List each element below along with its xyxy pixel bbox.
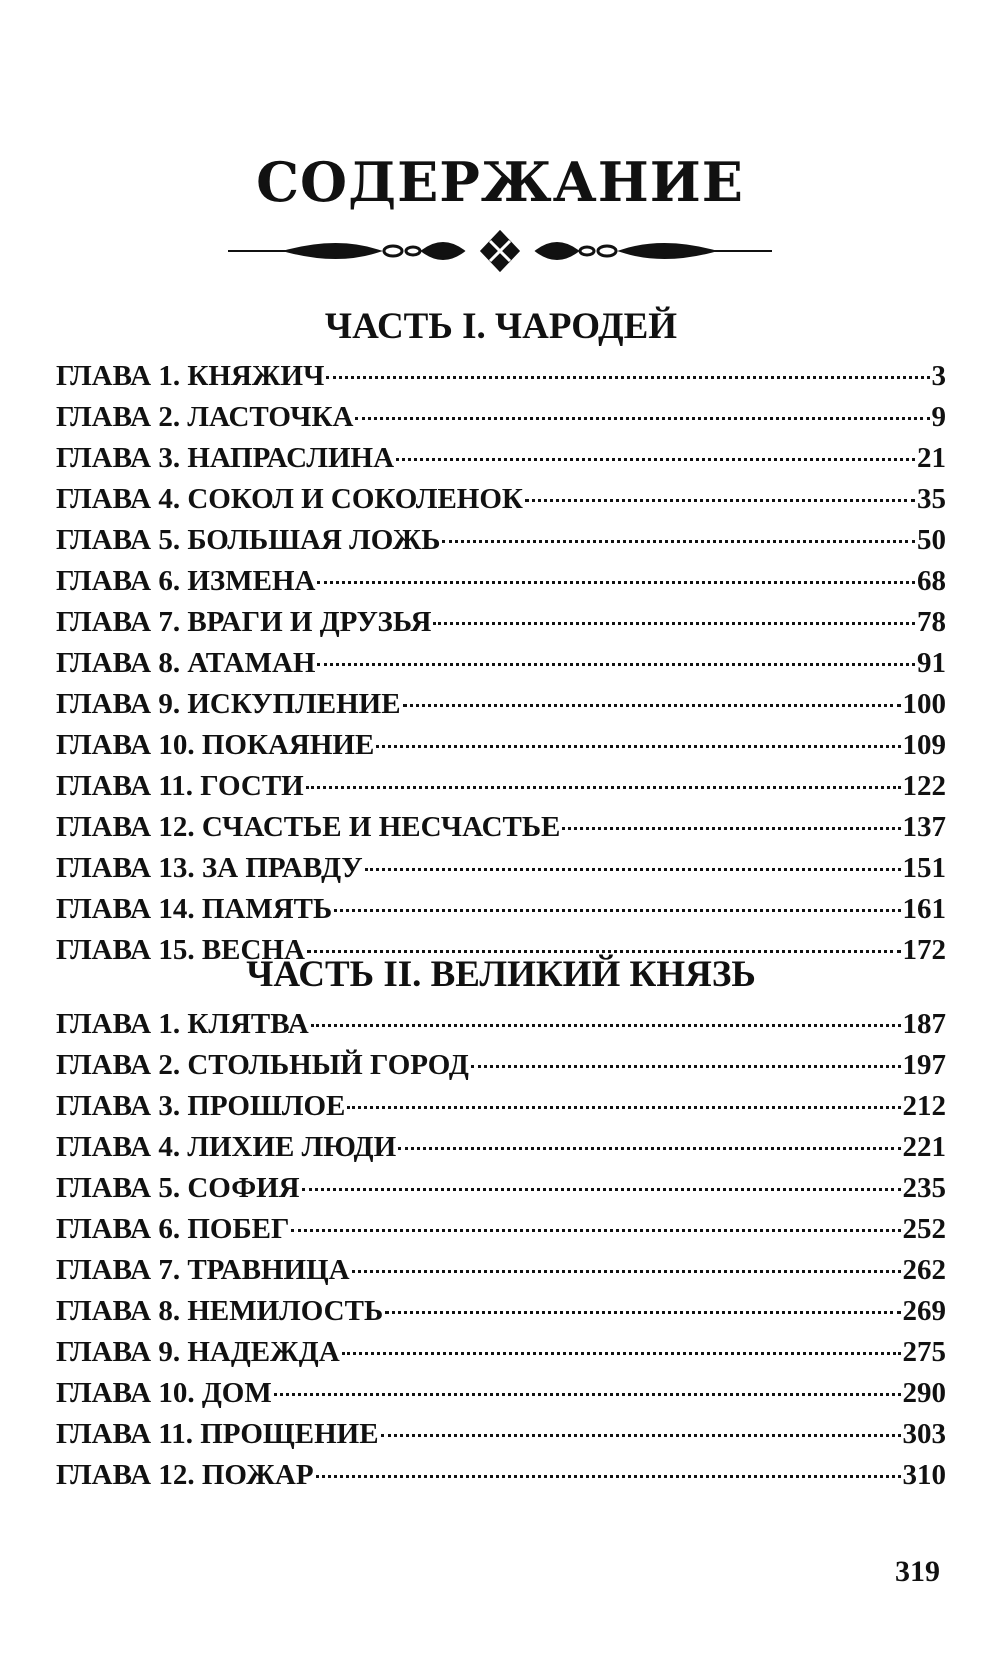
- dot-leader: [365, 868, 901, 871]
- dot-leader: [442, 540, 915, 543]
- chapter-page-number: 290: [902, 1377, 946, 1409]
- dot-leader: [334, 909, 900, 912]
- chapter-title: ГЛАВА 7. ВРАГИ И ДРУЗЬЯ: [56, 606, 432, 638]
- dot-leader: [342, 1352, 901, 1355]
- decorative-divider-icon: [228, 228, 772, 274]
- dot-leader: [316, 1475, 901, 1478]
- chapter-title: ГЛАВА 15. ВЕСНА: [56, 934, 305, 966]
- toc-part-2: [56, 948, 946, 1500]
- chapter-page-number: 50: [917, 524, 946, 556]
- toc-entry: [56, 1254, 946, 1295]
- dot-leader: [302, 1188, 901, 1191]
- chapter-title: ГЛАВА 9. ИСКУПЛЕНИЕ: [56, 688, 401, 720]
- chapter-title: ГЛАВА 6. ПОБЕГ: [56, 1213, 290, 1245]
- chapter-title: ГЛАВА 9. НАДЕЖДА: [56, 1336, 340, 1368]
- chapter-title: ГЛАВА 1. КНЯЖИЧ: [56, 360, 325, 392]
- chapter-page-number: 151: [902, 852, 946, 884]
- toc-part-1: [56, 300, 946, 975]
- page-title: СОДЕРЖАНИЕ: [256, 150, 744, 214]
- toc-entry: [56, 1336, 946, 1377]
- chapter-title: ГЛАВА 11. ГОСТИ: [56, 770, 304, 802]
- chapter-page-number: 235: [902, 1172, 946, 1204]
- toc-entry: [56, 524, 946, 565]
- part-title: ЧАСТЬ I. ЧАРОДЕЙ: [324, 306, 678, 347]
- toc-entry: [56, 1008, 946, 1049]
- dot-leader: [317, 663, 915, 666]
- chapter-page-number: 172: [902, 934, 946, 966]
- chapter-title: ГЛАВА 11. ПРОЩЕНИЕ: [56, 1418, 379, 1450]
- dot-leader: [326, 376, 929, 379]
- chapter-title: ГЛАВА 12. СЧАСТЬЕ И НЕСЧАСТЬЕ: [56, 811, 561, 843]
- chapter-page-number: 275: [902, 1336, 946, 1368]
- chapter-title: ГЛАВА 10. ДОМ: [56, 1377, 272, 1409]
- chapter-title: ГЛАВА 8. НЕМИЛОСТЬ: [56, 1295, 384, 1327]
- chapter-page-number: 9: [931, 401, 946, 433]
- chapter-page-number: 78: [917, 606, 946, 638]
- chapter-title: ГЛАВА 4. СОКОЛ И СОКОЛЕНОК: [56, 483, 523, 515]
- toc-entry: [56, 442, 946, 483]
- chapter-page-number: 91: [917, 647, 946, 679]
- chapter-page-number: 137: [902, 811, 946, 843]
- chapter-title: ГЛАВА 3. ПРОШЛОЕ: [56, 1090, 346, 1122]
- toc-entry: [56, 1049, 946, 1090]
- chapter-list: [56, 360, 946, 975]
- chapter-title: ГЛАВА 13. ЗА ПРАВДУ: [56, 852, 363, 884]
- chapter-title: ГЛАВА 2. ЛАСТОЧКА: [56, 401, 354, 433]
- dot-leader: [347, 1106, 900, 1109]
- toc-entry: [56, 1213, 946, 1254]
- dot-leader: [317, 581, 915, 584]
- chapter-page-number: 21: [917, 442, 946, 474]
- chapter-page-number: 269: [902, 1295, 946, 1327]
- chapter-title: ГЛАВА 14. ПАМЯТЬ: [56, 893, 333, 925]
- chapter-title: ГЛАВА 5. БОЛЬШАЯ ЛОЖЬ: [56, 524, 441, 556]
- toc-entry: [56, 1377, 946, 1418]
- chapter-page-number: 100: [902, 688, 946, 720]
- dot-leader: [291, 1229, 900, 1232]
- dot-leader: [376, 745, 900, 748]
- dot-leader: [433, 622, 915, 625]
- chapter-page-number: 122: [902, 770, 946, 802]
- dot-leader: [398, 1147, 900, 1150]
- chapter-page-number: 187: [902, 1008, 946, 1040]
- dot-leader: [525, 499, 915, 502]
- dot-leader: [396, 458, 915, 461]
- toc-entry: [56, 1090, 946, 1131]
- chapter-page-number: 109: [902, 729, 946, 761]
- toc-entry: [56, 1459, 946, 1500]
- toc-entry: [56, 811, 946, 852]
- toc-entry: [56, 1295, 946, 1336]
- dot-leader: [403, 704, 901, 707]
- dot-leader: [385, 1311, 900, 1314]
- dot-leader: [355, 417, 929, 420]
- part-title: ЧАСТЬ II. ВЕЛИКИЙ КНЯЗЬ: [246, 954, 756, 995]
- chapter-page-number: 197: [902, 1049, 946, 1081]
- toc-entry: [56, 729, 946, 770]
- chapter-page-number: 3: [931, 360, 946, 392]
- dot-leader: [352, 1270, 901, 1273]
- chapter-page-number: 303: [902, 1418, 946, 1450]
- toc-entry: [56, 893, 946, 934]
- chapter-title: ГЛАВА 3. НАПРАСЛИНА: [56, 442, 395, 474]
- toc-entry: [56, 770, 946, 811]
- toc-entry: [56, 1131, 946, 1172]
- page-number: 319: [895, 1555, 940, 1588]
- toc-entry: [56, 852, 946, 893]
- chapter-page-number: 161: [902, 893, 946, 925]
- toc-entry: [56, 647, 946, 688]
- chapter-page-number: 35: [917, 483, 946, 515]
- toc-entry: [56, 401, 946, 442]
- toc-entry: [56, 688, 946, 729]
- chapter-list: [56, 1008, 946, 1500]
- toc-entry: [56, 606, 946, 647]
- chapter-title: ГЛАВА 2. СТОЛЬНЫЙ ГОРОД: [56, 1049, 469, 1081]
- toc-entry: [56, 1418, 946, 1459]
- toc-entry: [56, 483, 946, 524]
- toc-entry: [56, 360, 946, 401]
- dot-leader: [306, 786, 901, 789]
- chapter-page-number: 262: [902, 1254, 946, 1286]
- toc-entry: [56, 565, 946, 606]
- toc-entry: [56, 1172, 946, 1213]
- chapter-title: ГЛАВА 10. ПОКАЯНИЕ: [56, 729, 375, 761]
- chapter-page-number: 252: [902, 1213, 946, 1245]
- dot-leader: [274, 1393, 901, 1396]
- chapter-title: ГЛАВА 4. ЛИХИЕ ЛЮДИ: [56, 1131, 397, 1163]
- dot-leader: [381, 1434, 901, 1437]
- chapter-title: ГЛАВА 12. ПОЖАР: [56, 1459, 314, 1491]
- chapter-title: ГЛАВА 6. ИЗМЕНА: [56, 565, 316, 597]
- chapter-title: ГЛАВА 7. ТРАВНИЦА: [56, 1254, 350, 1286]
- chapter-page-number: 310: [902, 1459, 946, 1491]
- chapter-title: ГЛАВА 1. КЛЯТВА: [56, 1008, 309, 1040]
- chapter-title: ГЛАВА 5. СОФИЯ: [56, 1172, 300, 1204]
- dot-leader: [471, 1065, 901, 1068]
- chapter-page-number: 221: [902, 1131, 946, 1163]
- chapter-title: ГЛАВА 8. АТАМАН: [56, 647, 316, 679]
- dot-leader: [311, 1024, 901, 1027]
- chapter-page-number: 212: [902, 1090, 946, 1122]
- chapter-page-number: 68: [917, 565, 946, 597]
- dot-leader: [562, 827, 900, 830]
